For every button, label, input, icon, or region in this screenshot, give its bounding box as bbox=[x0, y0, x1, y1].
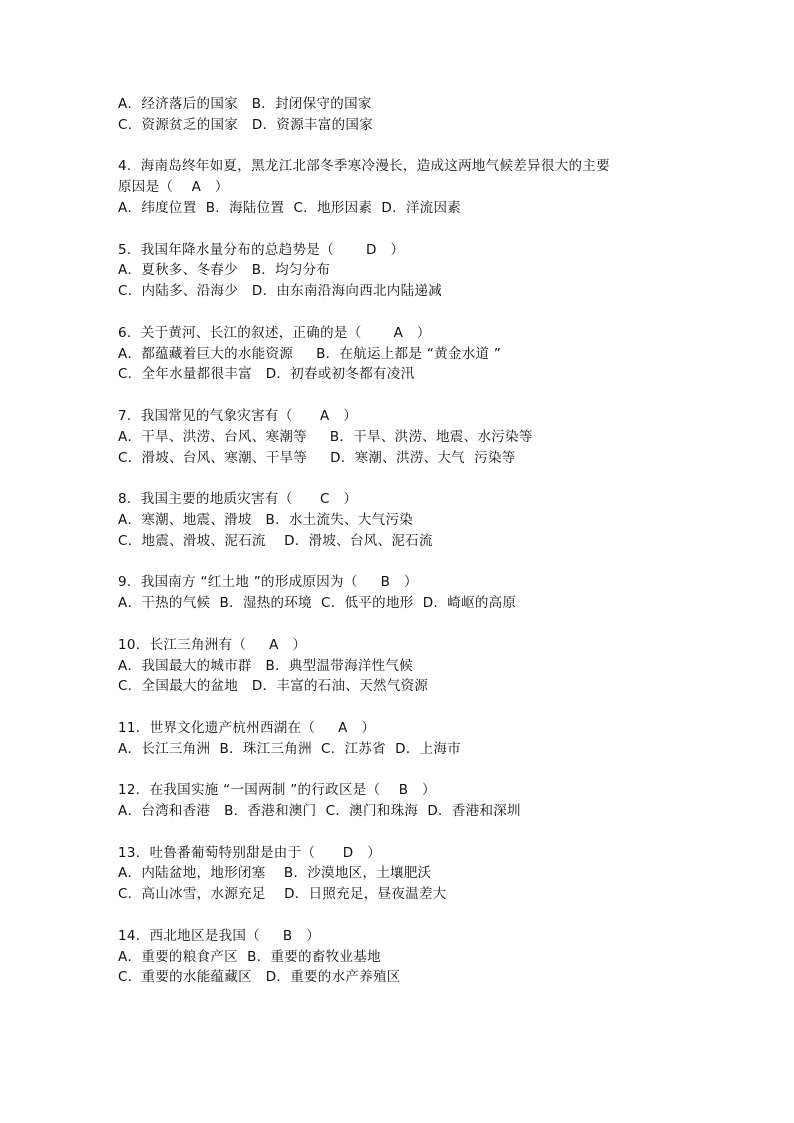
text-line: 13．吐鲁番葡萄特别甜是由于（ D ） bbox=[118, 844, 381, 861]
text-line: C．高山冰雪，水源充足 D．日照充足，昼夜温差大 bbox=[118, 886, 447, 903]
blank-line bbox=[118, 468, 718, 489]
text-line: A．干旱、洪涝、台风、寒潮等 B．干旱、洪涝、地震、水污染等 bbox=[118, 428, 533, 445]
text-line: C．重要的水能蕴藏区 D．重要的水产养殖区 bbox=[118, 969, 401, 986]
question-list bbox=[118, 94, 718, 988]
text-line: A．长江三角洲 B．珠江三角洲 C．江苏省 D．上海市 bbox=[118, 740, 462, 757]
text-line: A．经济落后的国家 B．封闭保守的国家 bbox=[118, 96, 372, 112]
blank-line bbox=[118, 385, 718, 406]
text-line: A．我国最大的城市群 B．典型温带海洋性气候 bbox=[118, 657, 414, 674]
text-line: 12．在我国实施 “一国两制 ”的行政区是（ B ） bbox=[118, 782, 436, 799]
blank-line bbox=[118, 552, 718, 573]
blank-line bbox=[118, 760, 718, 781]
text-line: 7．我国常见的气象灾害有（ A ） bbox=[118, 407, 358, 424]
blank-line bbox=[118, 905, 718, 926]
text-line: C．内陆多、沿海少 D．由东南沿海向西北内陆递减 bbox=[118, 283, 442, 300]
text-line: A．寒潮、地震、滑坡 B．水土流失、大气污染 bbox=[118, 511, 414, 528]
blank-line bbox=[118, 822, 718, 843]
text-line: A．纬度位置 B．海陆位置 C．地形因素 D．洋流因素 bbox=[118, 199, 462, 216]
blank-line bbox=[118, 136, 718, 157]
text-line: C．资源贫乏的国家 D．资源丰富的国家 bbox=[118, 116, 373, 133]
blank-line bbox=[118, 614, 718, 635]
text-line: 10．长江三角洲有（ A ） bbox=[118, 636, 307, 653]
blank-line bbox=[118, 219, 718, 240]
text-line: A．台湾和香港 B．香港和澳门 C．澳门和珠海 D．香港和深圳 bbox=[118, 803, 521, 820]
text-line: A．夏秋多、冬春少 B．均匀分布 bbox=[118, 262, 331, 279]
text-line: A．都蕴藏着巨大的水能资源 B．在航运上都是 “黄金水道 ” bbox=[118, 345, 502, 362]
text-line: 9．我国南方 “红土地 ”的形成原因为（ B ） bbox=[118, 574, 418, 591]
text-line: 4．海南岛终年如夏，黑龙江北部冬季寒冷漫长，造成这两地气候差异很大的主要 bbox=[118, 158, 610, 175]
text-line: 5．我国年降水量分布的总趋势是（ D ） bbox=[118, 241, 405, 258]
text-line: 8．我国主要的地质灾害有（ C ） bbox=[118, 491, 358, 508]
blank-line bbox=[118, 302, 718, 323]
text-line: 14．西北地区是我国（ B ） bbox=[118, 927, 321, 944]
text-line: 6．关于黄河、长江的叙述，正确的是（ A ） bbox=[118, 324, 431, 341]
text-line: C．滑坡、台风、寒潮、干旱等 D．寒潮、洪涝、大气 污染等 bbox=[118, 449, 516, 466]
text-line: A．重要的粮食产区 B．重要的畜牧业基地 bbox=[118, 948, 381, 965]
text-line: 原因是（ A ） bbox=[118, 179, 229, 196]
text-line: A．干热的气候 B．湿热的环境 C．低平的地形 D．崎岖的高原 bbox=[118, 595, 517, 612]
text-line: A．内陆盆地，地形闭塞 B．沙漠地区，土壤肥沃 bbox=[118, 865, 432, 882]
blank-line bbox=[118, 697, 718, 718]
text-line: C．地震、滑坡、泥石流 D．滑坡、台风、泥石流 bbox=[118, 532, 433, 549]
text-line: C．全年水量都很丰富 D．初春或初冬都有凌汛 bbox=[118, 366, 415, 383]
text-line: 11．世界文化遗产杭州西湖在（ A ） bbox=[118, 719, 376, 736]
text-line: C．全国最大的盆地 D．丰富的石油、天然气资源 bbox=[118, 678, 429, 695]
